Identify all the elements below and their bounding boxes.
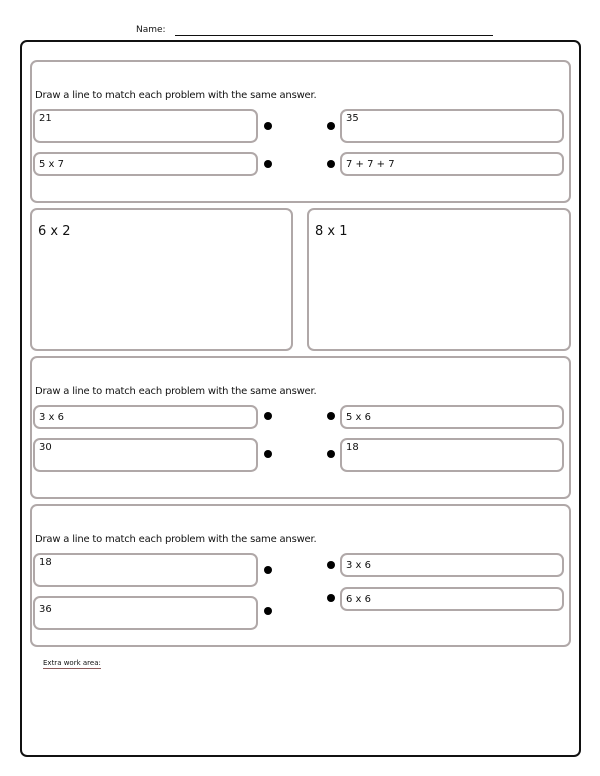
right-item: 6 x 6 bbox=[340, 587, 564, 611]
match-dot[interactable] bbox=[327, 594, 335, 602]
match-dot[interactable] bbox=[327, 160, 335, 168]
match-dot[interactable] bbox=[327, 561, 335, 569]
name-field[interactable] bbox=[175, 35, 493, 36]
instruction-text: Draw a line to match each problem with the same answer. bbox=[35, 386, 317, 397]
match-dot[interactable] bbox=[327, 412, 335, 420]
right-item: 35 bbox=[340, 109, 564, 143]
left-item: 18 bbox=[33, 553, 258, 587]
left-item: 21 bbox=[33, 109, 258, 143]
work-box-2[interactable] bbox=[307, 208, 571, 351]
instruction-text: Draw a line to match each problem with the same answer. bbox=[35, 90, 317, 101]
match-dot[interactable] bbox=[264, 122, 272, 130]
extra-work-label: Extra work area: bbox=[43, 659, 101, 667]
match-dot[interactable] bbox=[264, 412, 272, 420]
left-item: 5 x 7 bbox=[33, 152, 258, 176]
right-item: 7 + 7 + 7 bbox=[340, 152, 564, 176]
name-label: Name: bbox=[136, 25, 166, 35]
right-item: 18 bbox=[340, 438, 564, 472]
left-item: 36 bbox=[33, 596, 258, 630]
extra-work-area[interactable] bbox=[30, 672, 570, 747]
left-item: 3 x 6 bbox=[33, 405, 258, 429]
match-dot[interactable] bbox=[327, 450, 335, 458]
work-box-1[interactable] bbox=[30, 208, 293, 351]
match-dot[interactable] bbox=[264, 450, 272, 458]
match-dot[interactable] bbox=[264, 566, 272, 574]
match-dot[interactable] bbox=[264, 607, 272, 615]
match-dot[interactable] bbox=[264, 160, 272, 168]
work-problem: 8 x 1 bbox=[315, 224, 348, 239]
work-problem: 6 x 2 bbox=[38, 224, 71, 239]
right-item: 5 x 6 bbox=[340, 405, 564, 429]
right-item: 3 x 6 bbox=[340, 553, 564, 577]
match-dot[interactable] bbox=[327, 122, 335, 130]
instruction-text: Draw a line to match each problem with the same answer. bbox=[35, 534, 317, 545]
left-item: 30 bbox=[33, 438, 258, 472]
